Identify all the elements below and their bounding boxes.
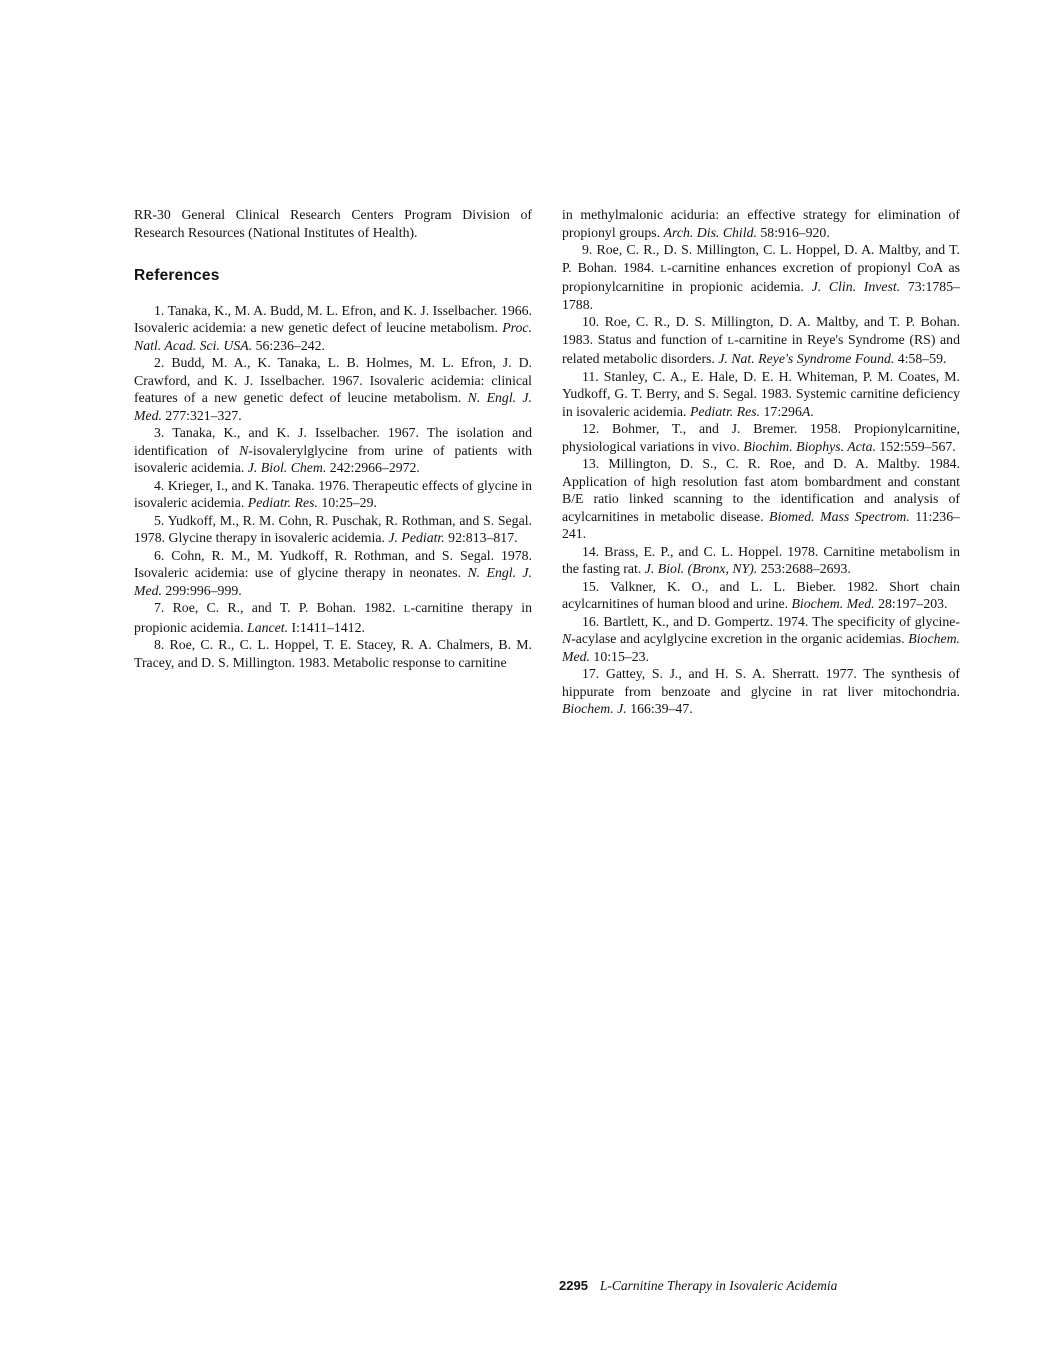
reference-3: 3. Tanaka, K., and K. J. Isselbacher. 1967. The isolation and identification of N-isovalerylglycine from urine of patients with isovaleric acidemia. J. Biol. Chem. 242:2966–2972.: [134, 425, 532, 475]
page-number: 2295: [559, 1278, 588, 1293]
reference-8-part-1: 8. Roe, C. R., C. L. Hoppel, T. E. Stacey, R. A. Chalmers, B. M. Tracey, and D. S. Millington. 1983. Metabolic response to carnitine: [134, 637, 532, 670]
reference-10: 10. Roe, C. R., D. S. Millington, D. A. Maltby, and T. P. Bohan. 1983. Status and function of L-carnitine in Reye's Syndrome (RS) and related metabolic disorders. J. Nat. Reye's Syndrome Found. 4:58–59.: [562, 314, 960, 366]
reference-16: 16. Bartlett, K., and D. Gompertz. 1974. The specificity of glycine-N-acylase and acylglycine excretion in the organic acidemias. Biochem. Med. 10:15–23.: [562, 613, 960, 664]
reference-8-part-2: in methylmalonic aciduria: an effective strategy for elimination of propionyl groups. Arch. Dis. Child. 58:916–920.: [562, 207, 960, 240]
reference-14: 14. Brass, E. P., and C. L. Hoppel. 1978. Carnitine metabolism in the fasting rat. J. Biol. (Bronx, NY). 253:2688–2693.: [562, 543, 960, 576]
acknowledgment-paragraph: RR-30 General Clinical Research Centers Program Division of Research Resources (National Institutes of Health).: [134, 207, 532, 240]
references-list-right: [562, 206, 960, 718]
reference-1: 1. Tanaka, K., M. A. Budd, M. L. Efron, and K. J. Isselbacher. 1966. Isovaleric acidemia: a new genetic defect of leucine metabolism. Proc. Natl. Acad. Sci. USA. 56:236–242.: [134, 302, 532, 353]
references-heading: References: [134, 267, 220, 284]
reference-12: 12. Bohmer, T., and J. Bremer. 1958. Propionylcarnitine, physiological variations in vivo. Biochim. Biophys. Acta. 152:559–567.: [562, 421, 960, 454]
page-footer: [559, 1278, 837, 1294]
page-content: [134, 206, 960, 718]
acknowledgment-block: [134, 206, 532, 241]
reference-4: 4. Krieger, I., and K. Tanaka. 1976. Therapeutic effects of glycine in isovaleric acidemia. Pediatr. Res. 10:25–29.: [134, 477, 532, 510]
reference-9: 9. Roe, C. R., D. S. Millington, C. L. Hoppel, D. A. Maltby, and T. P. Bohan. 1984. L-carnitine enhances excretion of propionyl CoA as propionylcarnitine in propionic acidemia. J. Clin. Invest. 73:1785–1788.: [562, 242, 960, 312]
reference-15: 15. Valkner, K. O., and L. L. Bieber. 1982. Short chain acylcarnitines of human blood and urine. Biochem. Med. 28:197–203.: [562, 578, 960, 611]
reference-2: 2. Budd, M. A., K. Tanaka, L. B. Holmes, M. L. Efron, J. D. Crawford, and K. J. Isselbacher. 1967. Isovaleric acidemia: clinical features of a new genetic defect of leucine metabolism. N. Engl. J. Med. 277:321–327.: [134, 355, 532, 423]
reference-6: 6. Cohn, R. M., M. Yudkoff, R. Rothman, and S. Segal. 1978. Isovaleric acidemia: use of glycine therapy in neonates. N. Engl. J. Med. 299:996–999.: [134, 547, 532, 598]
reference-17: 17. Gattey, S. J., and H. S. A. Sherratt. 1977. The synthesis of hippurate from benzoate and glycine in rat liver mitochondria. Biochem. J. 166:39–47.: [562, 666, 960, 716]
running-title: L-Carnitine Therapy in Isovaleric Acidemia: [599, 1278, 838, 1293]
reference-5: 5. Yudkoff, M., R. M. Cohn, R. Puschak, R. Rothman, and S. Segal. 1978. Glycine therapy in isovaleric acidemia. J. Pediatr. 92:813–817.: [134, 512, 532, 545]
left-column: [134, 206, 532, 718]
reference-13: 13. Millington, D. S., C. R. Roe, and D. A. Maltby. 1984. Application of high resolution fast atom bombardment and constant B/E ratio linked scanning to the identification and analysis of acylcarnitines in metabolic disease. Biomed. Mass Spectrom. 11:236–241.: [562, 456, 960, 541]
reference-7: 7. Roe, C. R., and T. P. Bohan. 1982. L-carnitine therapy in propionic acidemia. Lancet. I:1411–1412.: [134, 600, 533, 635]
references-list-left: [134, 302, 532, 672]
right-column: [562, 206, 960, 718]
reference-11: 11. Stanley, C. A., E. Hale, D. E. H. Whiteman, P. M. Coates, M. Yudkoff, G. T. Berry, and S. Segal. 1983. Systemic carnitine deficiency in isovaleric acidemia. Pediatr. Res. 17:296A.: [562, 368, 960, 419]
